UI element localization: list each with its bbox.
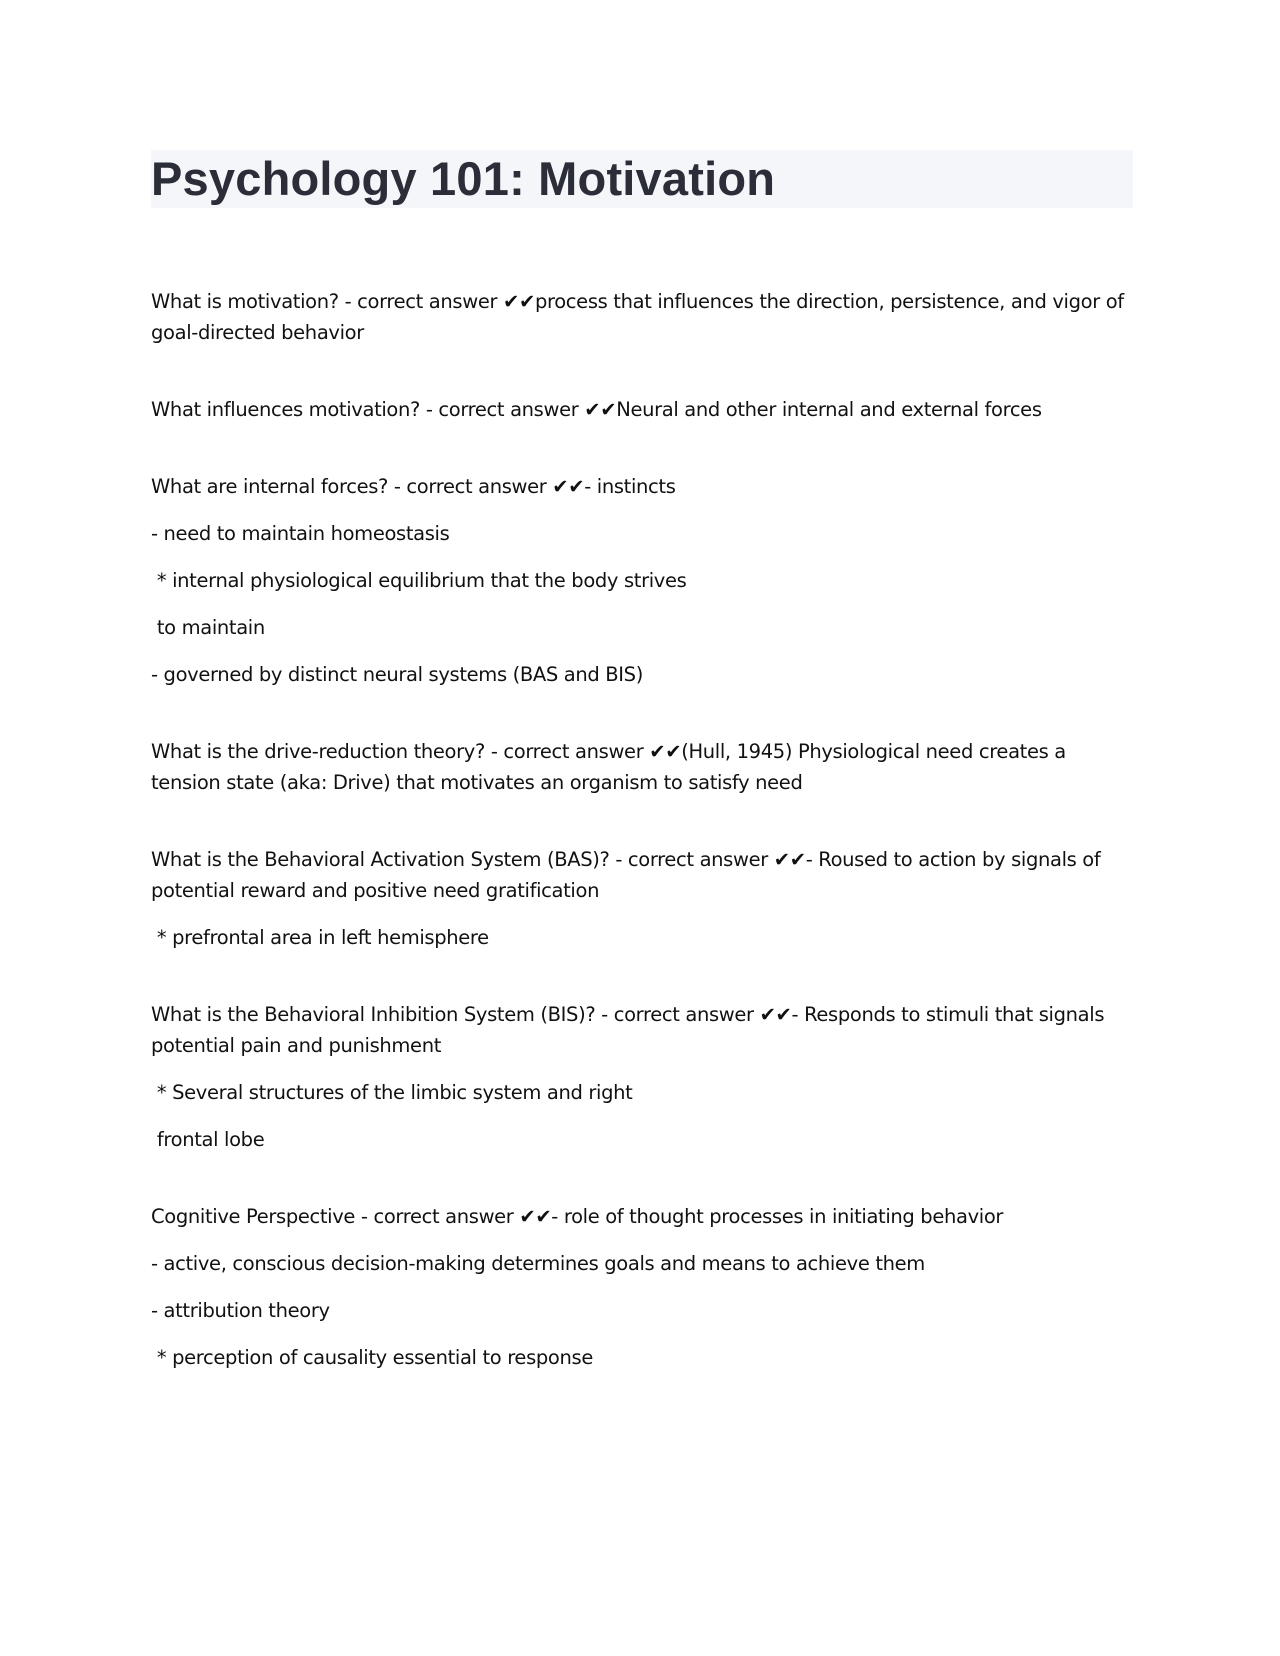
qa-detail-line: * prefrontal area in left hemisphere xyxy=(151,926,489,949)
qa-entry-bis xyxy=(151,999,1133,1155)
qa-detail-line: frontal lobe xyxy=(151,1128,265,1151)
qa-question-answer: What are internal forces? - correct answer ✔✔- instincts xyxy=(151,475,676,498)
qa-entry-influences xyxy=(151,394,1133,425)
qa-entry-internal-forces xyxy=(151,471,1133,690)
page-title: Psychology 101: Motivation xyxy=(151,152,776,205)
qa-question-answer: What is motivation? - correct answer ✔✔process that influences the direction, persistence, and vigor of goal-directed behavior xyxy=(151,290,1130,344)
qa-detail-line: - attribution theory xyxy=(151,1299,330,1322)
qa-detail-line: * perception of causality essential to response xyxy=(151,1346,593,1369)
qa-detail-line: - need to maintain homeostasis xyxy=(151,522,450,545)
qa-question-answer: What is the Behavioral Activation System (BAS)? - correct answer ✔✔- Roused to action by signals of potential reward and positive need gratification xyxy=(151,848,1107,902)
qa-entry-bas xyxy=(151,844,1133,953)
document-page xyxy=(151,150,1133,1419)
qa-entry-drive-reduction xyxy=(151,736,1133,798)
qa-detail-line: * Several structures of the limbic system and right xyxy=(151,1081,633,1104)
qa-detail-line: - governed by distinct neural systems (BAS and BIS) xyxy=(151,663,643,686)
qa-detail-line: to maintain xyxy=(151,616,265,639)
qa-entry-motivation xyxy=(151,286,1133,348)
qa-detail-line: - active, conscious decision-making determines goals and means to achieve them xyxy=(151,1252,925,1275)
qa-question-answer: What influences motivation? - correct answer ✔✔Neural and other internal and external forces xyxy=(151,398,1042,421)
qa-question-answer: What is the drive-reduction theory? - correct answer ✔✔(Hull, 1945) Physiological need creates a tension state (aka: Drive) that motivates an organism to satisfy need xyxy=(151,740,1072,794)
qa-question-answer: Cognitive Perspective - correct answer ✔✔- role of thought processes in initiating behavior xyxy=(151,1205,1004,1228)
qa-entry-cognitive-perspective xyxy=(151,1201,1133,1373)
qa-detail-line: * internal physiological equilibrium that the body strives xyxy=(151,569,687,592)
qa-question-answer: What is the Behavioral Inhibition System (BIS)? - correct answer ✔✔- Responds to stimuli that signals potential pain and punishment xyxy=(151,1003,1111,1057)
title-band xyxy=(151,150,1133,208)
